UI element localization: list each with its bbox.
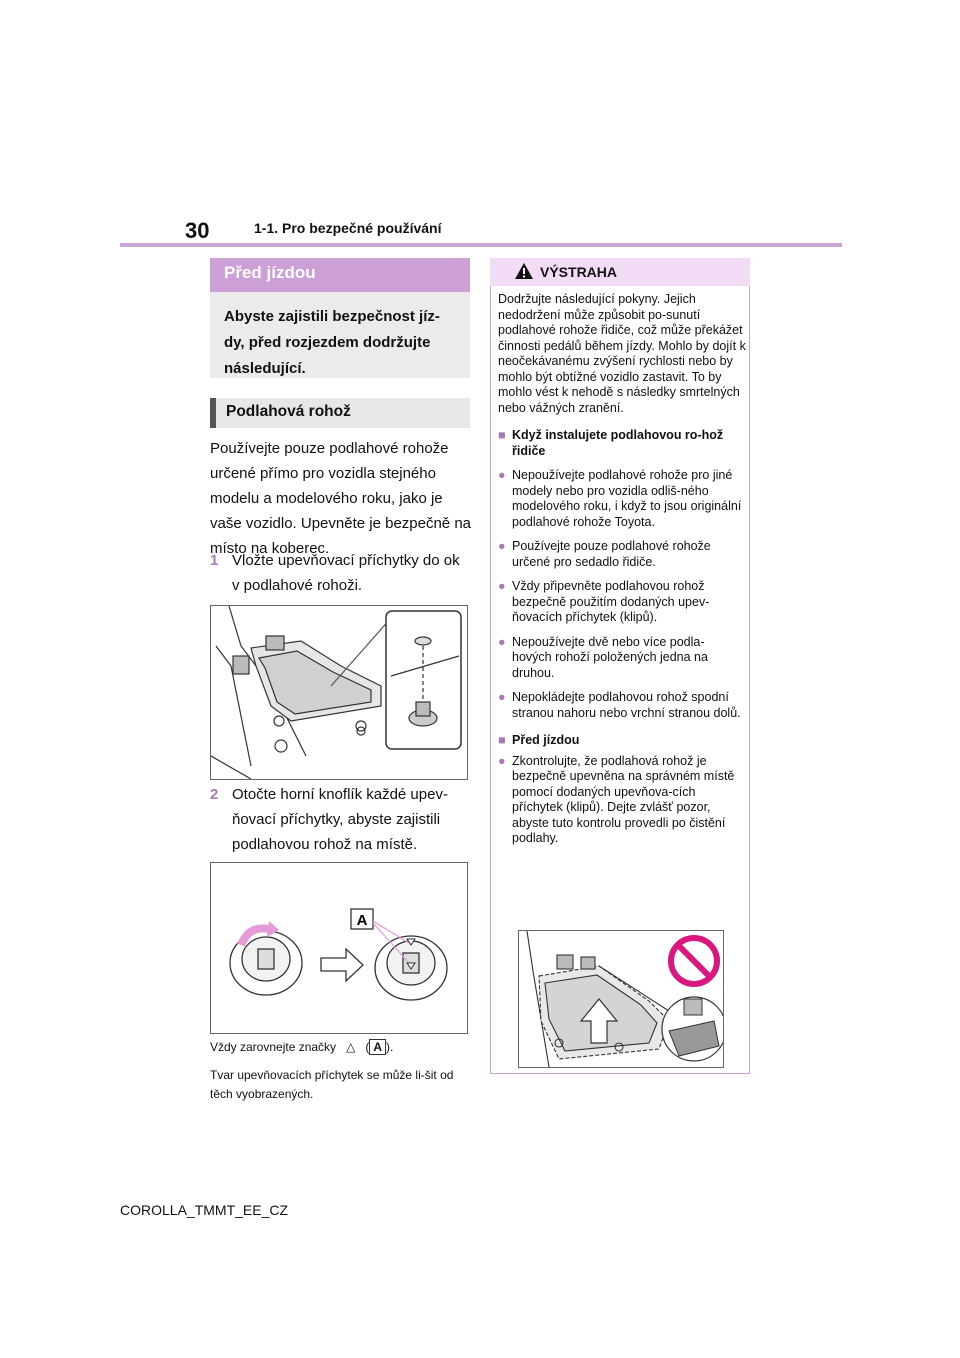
caption-label-a: A — [369, 1039, 386, 1055]
step-1-text: Vložte upevňovací příchytky do ok v podlahové rohoži. — [232, 552, 460, 594]
warning-item: ● Zkontrolujte, že podlahová rohož je bezpečně upevněna na správném místě pomocí dodaných upevňova-cích příchytek (klipů). Dejte zvlášť pozor, abyste tuto kontrolu provedli po čistění podlahy. — [498, 753, 735, 845]
floor-mat-figure — [210, 605, 468, 780]
stacked-mat-illustration — [519, 931, 723, 1067]
dot-bullet-icon: ● — [498, 690, 506, 704]
warning-content — [498, 292, 746, 847]
figure-caption — [210, 1040, 393, 1054]
warning-item: ● Nepokládejte podlahovou rohož spodní stranou nahoru nebo vrchní stranou dolů. — [498, 690, 741, 720]
caption-close: ). — [386, 1040, 394, 1054]
header-rule — [120, 243, 842, 247]
page-heading: Před jízdou — [210, 258, 470, 292]
clip-rotation-illustration — [211, 863, 467, 1033]
section-title: 1-1. Pro bezpečné používání — [254, 220, 442, 236]
warning-title: VÝSTRAHA — [540, 264, 618, 280]
dot-bullet-icon: ● — [498, 579, 506, 593]
dot-bullet-icon: ● — [498, 468, 506, 482]
intro-paragraph: Používejte pouze podlahové rohože určené přímo pro vozidla stejného modelu a modelového roku, jako je vaše vozidlo. Upevněte je bezpečně na místo na koberec. — [210, 440, 472, 557]
square-bullet-icon: ■ — [498, 733, 506, 747]
subheading-floor-mat: Podlahová rohož — [210, 398, 470, 428]
step-2-text: Otočte horní knoflík každé upev-ňovací příchytky, abyste zajistili podlahovou rohož na místě. — [232, 786, 448, 853]
clip-rotation-figure — [210, 862, 468, 1034]
figure-note: Tvar upevňovacích příchytek se může li-šit od těch vyobrazených. — [210, 1068, 454, 1101]
warning-item: ● Nepoužívejte dvě nebo více podla-hových rohoží položených jedna na druhou. — [498, 634, 708, 680]
dot-bullet-icon: ● — [498, 539, 506, 553]
triangle-mark-icon: △ — [339, 1040, 362, 1054]
warning-section-1-heading: ■ Když instalujete podlahovou ro-hož řidiče — [498, 428, 724, 458]
caption-open: ( — [365, 1040, 370, 1054]
step-1-number: 1 — [210, 552, 219, 569]
floor-mat-illustration — [211, 606, 467, 779]
step-2 — [210, 782, 472, 857]
page-number: 30 — [185, 218, 210, 243]
footer-code: COROLLA_TMMT_EE_CZ — [120, 1202, 289, 1218]
warning-intro: Dodržujte následující pokyny. Jejich nedodržení může způsobit po-sunutí podlahové rohože řidiče, což může překážet činnosti pedálů během jízdy. Mohlo by dojít k neočekávanému zvýšení rychlosti nebo by mohlo být obtížné vozidlo zastavit. To by mohlo vést k nehodě s následky smrtelných nebo vážných zranění. — [498, 292, 746, 415]
warning-triangle-icon — [514, 262, 534, 280]
warning-item: ● Používejte pouze podlahové rohože určené pro sedadlo řidiče. — [498, 539, 711, 569]
caption-text: Vždy zarovnejte značky — [210, 1040, 337, 1054]
square-bullet-icon: ■ — [498, 428, 506, 442]
prohibition-figure — [518, 930, 724, 1068]
warning-item: ● Nepoužívejte podlahové rohože pro jiné modely nebo pro vozidla odliš-ného modelového roku, i když to jsou originální podlahové rohože Toyota. — [498, 468, 742, 529]
dot-bullet-icon: ● — [498, 634, 506, 649]
warning-item: ● Vždy připevněte podlahovou rohož bezpečně použitím dodaných upev-ňovacích příchytek (klipů). — [498, 579, 710, 624]
dot-bullet-icon: ● — [498, 753, 506, 768]
notice-box: Abyste zajistili bezpečnost jíz-dy, před rozjezdem dodržujte následující. — [210, 292, 470, 378]
step-2-number: 2 — [210, 786, 219, 803]
warning-section-2-heading: ■ Před jízdou — [498, 733, 580, 747]
step-1 — [210, 548, 472, 598]
figure-label-a: A — [356, 912, 368, 929]
